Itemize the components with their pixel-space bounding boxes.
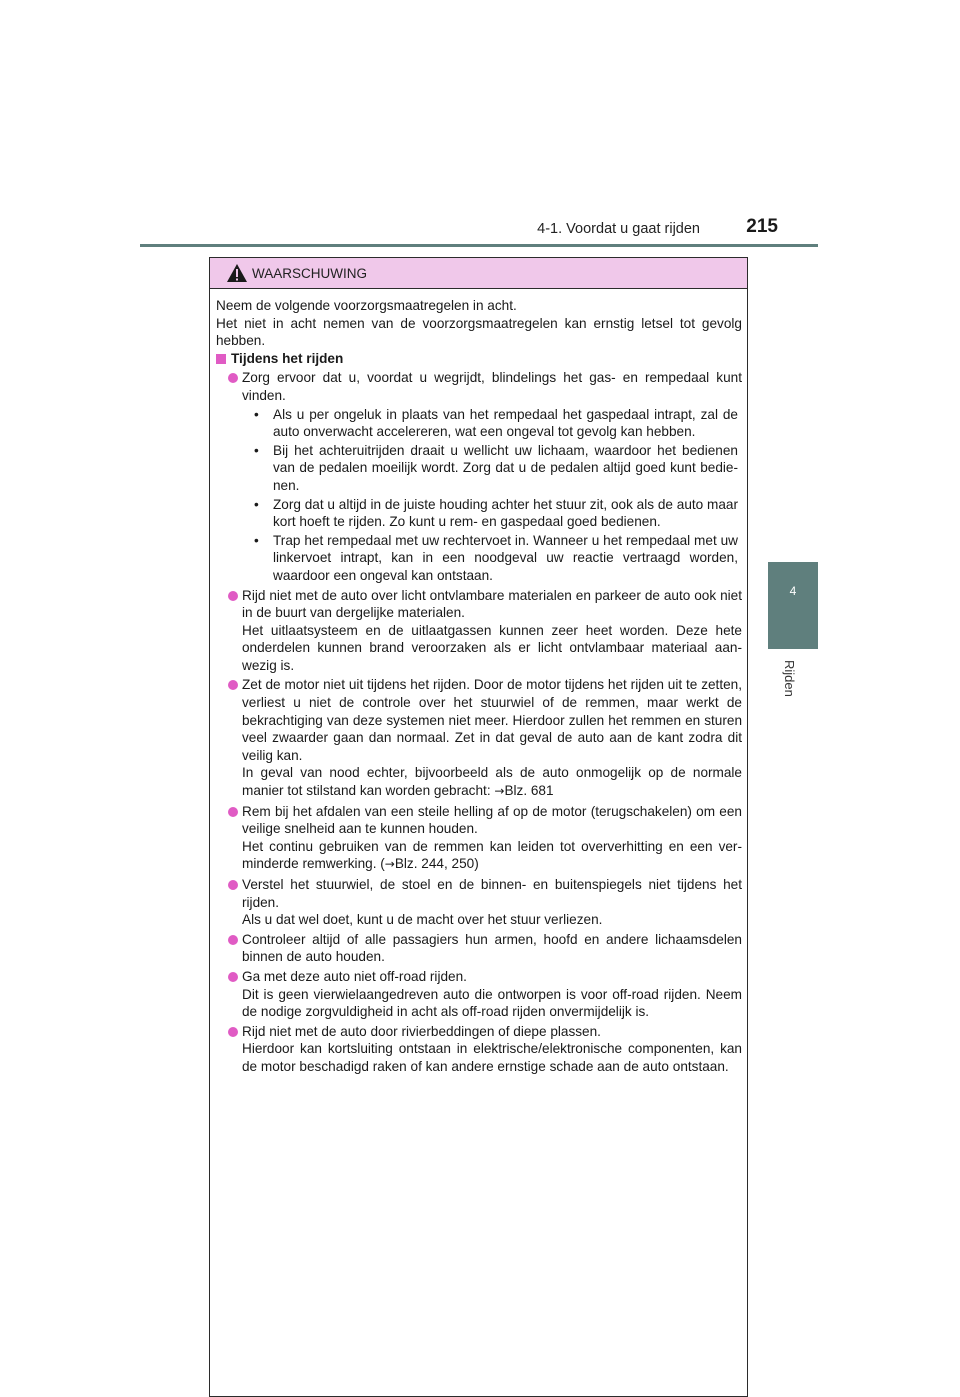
page-reference: Blz. 244, 250): [394, 856, 479, 872]
chapter-label: Rijden: [782, 660, 797, 697]
warning-item: [216, 968, 742, 1021]
item-text: Controleer altijd of alle passagiers hun armen, hoofd en andere lichaamsdelen binnen de auto houden.: [242, 931, 742, 965]
sub-item-text: Als u per ongeluk in plaats van het rempedaal het gaspedaal intrapt, zal de auto onverwacht accelereren, wat een ongeval tot gevolg kan hebben.: [273, 406, 738, 440]
item-extra-text: Als u dat wel doet, kunt u de macht over het stuur verliezen.: [242, 912, 603, 928]
arrow-right-icon: →: [384, 857, 395, 872]
dot-marker: •: [254, 442, 259, 458]
warning-box: [209, 257, 748, 1397]
extra-text: Het continu gebruiken van de remmen kan leiden tot oververhitting en een ver-minderde remwerking. (: [242, 838, 742, 872]
sub-item: [242, 406, 742, 441]
sub-item: [242, 442, 742, 495]
warning-item: [216, 676, 742, 800]
sub-item: [242, 496, 742, 531]
item-extra-text: Dit is geen vierwielaangedreven auto die ontworpen is voor off-road rijden. Neem de nodige zorgvuldigheid in acht als off-road rijden onvermijdelijk is.: [242, 986, 742, 1020]
warning-item: [216, 587, 742, 675]
circle-bullet-icon: [228, 807, 238, 817]
item-text: Rijd niet met de auto over licht ontvlambare materialen en parkeer de auto ook niet in de buurt van dergelijke materialen.: [242, 587, 742, 621]
section-title: 4-1. Voordat u gaat rijden: [537, 221, 700, 237]
intro-line: Neem de volgende voorzorgsmaatregelen in acht.: [216, 298, 517, 313]
circle-bullet-icon: [228, 972, 238, 982]
warning-item: [216, 369, 742, 584]
circle-bullet-icon: [228, 1027, 238, 1037]
item-extra-text: Hierdoor kan kortsluiting ontstaan in elektrische/elektronische componenten, kan de motor beschadigd raken of kan andere ernstige schade aan de auto ontstaan.: [242, 1041, 742, 1074]
circle-bullet-icon: [228, 591, 238, 601]
page-number: 215: [746, 216, 778, 237]
warning-header: [210, 258, 747, 289]
circle-bullet-icon: [228, 935, 238, 945]
chapter-number: 4: [789, 584, 797, 598]
page-reference: Blz. 681: [504, 783, 554, 799]
header-divider: [140, 244, 818, 247]
item-extra-text: Het uitlaatsysteem en de uitlaatgassen kunnen zeer heet worden. Deze hete onderdelen kunnen brand veroorzaken als er licht ontvlambaar materiaal aan-wezig is.: [242, 622, 742, 673]
warning-item: [216, 803, 742, 874]
circle-bullet-icon: [228, 680, 238, 690]
item-text: Verstel het stuurwiel, de stoel en de binnen- en buitenspiegels niet tijdens het rijden.: [242, 877, 742, 910]
warning-triangle-icon: [226, 263, 248, 283]
square-bullet-icon: [216, 354, 226, 364]
warning-item: [216, 876, 742, 929]
subheading: [216, 350, 742, 368]
item-text: Ga met deze auto niet off-road rijden.: [242, 968, 467, 984]
item-text: Zorg ervoor dat u, voordat u wegrijdt, blindelings het gas- en rempedaal kunt vinden.: [242, 370, 742, 403]
item-extra-text: [242, 764, 742, 800]
warning-title: WAARSCHUWING: [252, 265, 367, 281]
item-text: Rem bij het afdalen van een steile helling af op de motor (terugschakelen) om een veilige snelheid aan te kunnen houden.: [242, 803, 742, 837]
sub-item: [242, 532, 742, 585]
warning-body: [210, 289, 747, 1076]
item-text: Rijd niet met de auto door rivierbeddingen of diepe plassen.: [242, 1023, 601, 1039]
dot-marker: •: [254, 406, 259, 422]
sub-item-text: Bij het achteruitrijden draait u wellicht uw lichaam, waardoor het bedienen van de pedalen moeilijk wordt. Zorg dat u de pedalen altijd goed kunt bedie-nen.: [273, 442, 738, 493]
intro-line: Het niet in acht nemen van de voorzorgsmaatregelen kan ernstig letsel tot gevolg hebben.: [216, 315, 742, 349]
circle-bullet-icon: [228, 373, 238, 383]
item-extra-text: [242, 838, 742, 874]
circle-bullet-icon: [228, 880, 238, 890]
item-text: Zet de motor niet uit tijdens het rijden. Door de motor tijdens het rijden uit te zetten, verliest u niet de controle over het stuurwiel of de remmen, maar werkt de bekrachtiging van deze systemen niet meer. Hierdoor zullen het remmen en sturen veel zwaarder gaan dan normaal. Zet in dat geval de auto aan de kant zodra dit veilig kan.: [242, 677, 742, 763]
dot-marker: •: [254, 496, 259, 512]
subheading-text: Tijdens het rijden: [231, 350, 344, 366]
sub-item-text: Zorg dat u altijd in de juiste houding achter het stuur zit, ook als de auto maar kort hoeft te rijden. Zo kunt u rem- en gaspedaal goed bedienen.: [273, 496, 738, 530]
chapter-tab: [768, 562, 818, 649]
arrow-right-icon: →: [494, 784, 505, 799]
sub-item-text: Trap het rempedaal met uw rechtervoet in. Wanneer u het rempedaal met uw linkervoet intrapt, kan in een noodgeval uw reactie vertraagd worden, waardoor een ongeval kan ontstaan.: [273, 532, 738, 583]
extra-text: In geval van nood echter, bijvoorbeeld als de auto onmogelijk op de normale manier tot stilstand kan worden gebracht:: [242, 765, 742, 799]
warning-item: [216, 1023, 742, 1076]
warning-item: [216, 931, 742, 966]
dot-marker: •: [254, 532, 259, 548]
